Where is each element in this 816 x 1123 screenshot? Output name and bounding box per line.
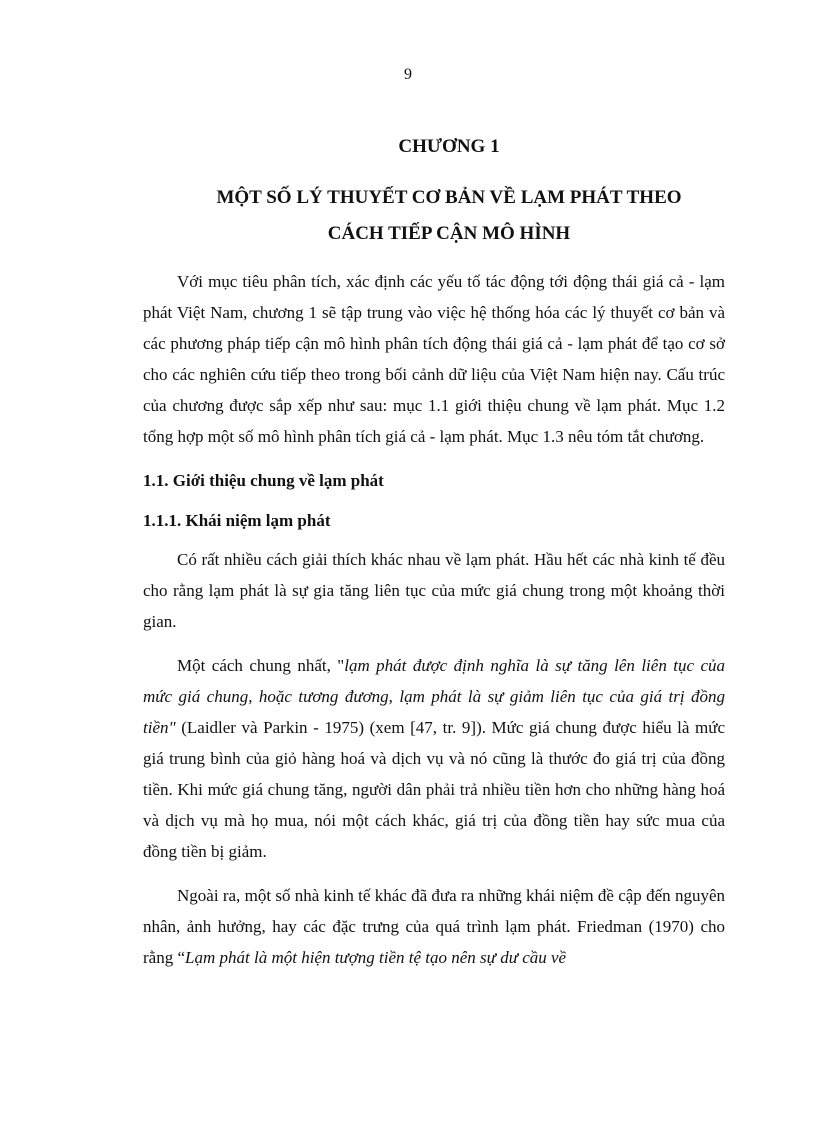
intro-paragraph: Với mục tiêu phân tích, xác định các yếu tố tác động tới động thái giá cả - lạm phát Việt Nam, chương 1 sẽ tập trung vào việc hệ thống hóa các lý thuyết cơ bản và các phương pháp tiếp cận mô hình phân tích động thái giá cả - lạm phát để tạo cơ sở cho các nghiên cứu tiếp theo trong bối cảnh dữ liệu của Việt Nam hiện nay. Cấu trúc của chương được sắp xếp như sau: mục 1.1 giới thiệu chung về lạm phát. Mục 1.2 tổng hợp một số mô hình phân tích giá cả - lạm phát. Mục 1.3 nêu tóm tắt chương. — [143, 272, 725, 446]
page-number: 9 — [404, 66, 412, 83]
page-content — [143, 136, 725, 973]
paragraph-3-lead: Ngoài ra, một số nhà kinh tế khác đã đưa ra những khái niệm đề cập đến nguyên nhân, ảnh hưởng, hay các đặc trưng của quá trình lạm phát. Friedman (1970) cho rằng “ — [143, 886, 725, 967]
body-paragraph-2 — [143, 650, 725, 867]
paragraph-2-rest: (Laidler và Parkin - 1975) (xem [47, tr. 9]). Mức giá chung được hiểu là mức giá trung bình của giỏ hàng hoá và dịch vụ và nó cũng là thước đo giá trị của đồng tiền. Khi mức giá chung tăng, người dân phải trả nhiều tiền hơn cho những hàng hoá và dịch vụ mà họ mua, nói một cách khác, giá trị của đồng tiền hay sức mua của đồng tiền bị giảm. — [143, 718, 725, 861]
chapter-label: CHƯƠNG 1 — [398, 136, 500, 157]
chapter-title-line-1: MỘT SỐ LÝ THUYẾT CƠ BẢN VỀ LẠM PHÁT THEO — [216, 187, 682, 208]
friedman-quote: Lạm phát là một hiện tượng tiền tệ tạo nên sự dư cầu về — [185, 948, 567, 967]
chapter-title — [143, 180, 725, 252]
body-paragraph-3 — [143, 880, 725, 973]
section-heading-1-1: 1.1. Giới thiệu chung về lạm phát — [143, 471, 384, 490]
definition-quote: lạm phát được định nghĩa là sự tăng lên liên tục của mức giá chung, hoặc tương đương, lạm phát là sự giảm liên tục của giá trị đồng tiền" — [143, 656, 726, 737]
body-paragraph-1: Có rất nhiều cách giải thích khác nhau về lạm phát. Hầu hết các nhà kinh tế đều cho rằng lạm phát là sự gia tăng liên tục của mức giá chung trong một khoảng thời gian. — [143, 550, 725, 631]
paragraph-2-lead: Một cách chung nhất, " — [177, 656, 345, 675]
chapter-title-line-2: CÁCH TIẾP CẬN MÔ HÌNH — [327, 223, 571, 244]
section-heading-1-1-1: 1.1.1. Khái niệm lạm phát — [143, 511, 331, 530]
